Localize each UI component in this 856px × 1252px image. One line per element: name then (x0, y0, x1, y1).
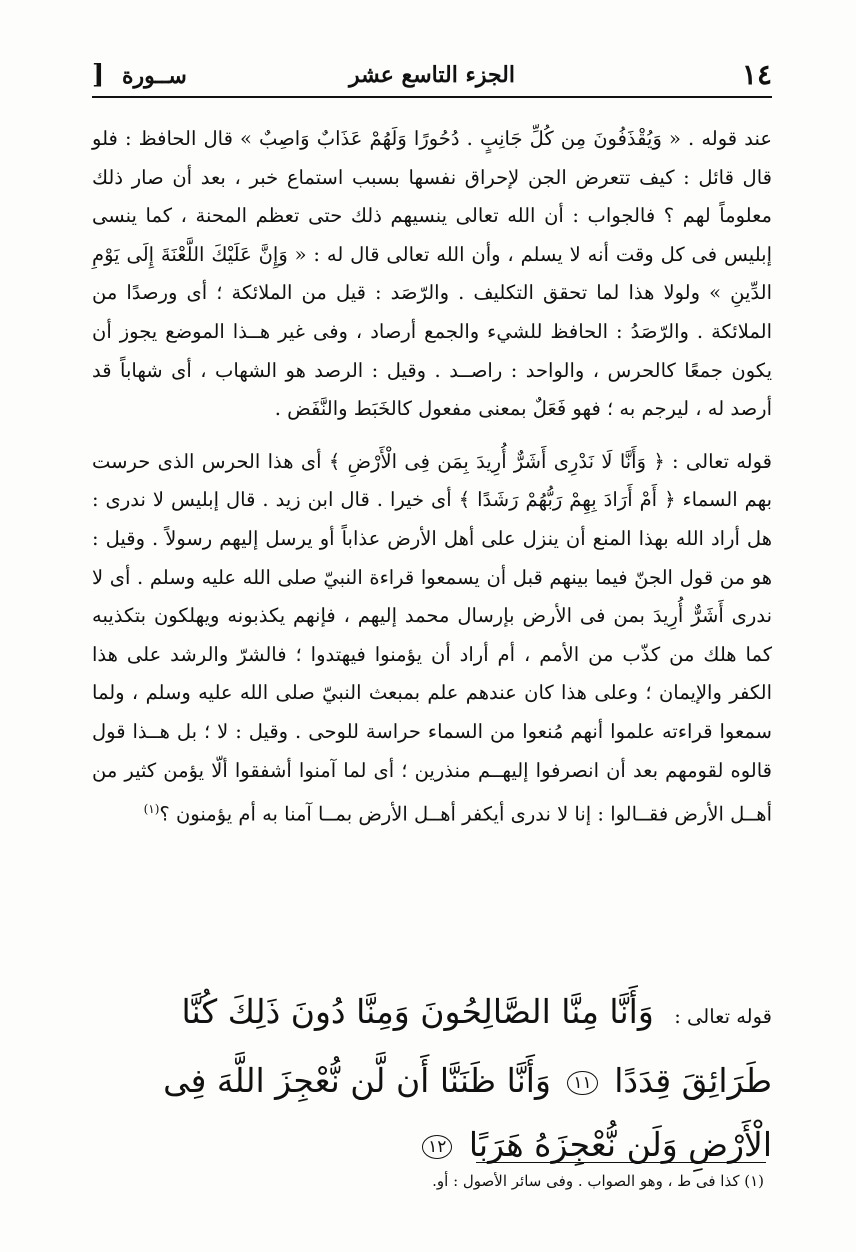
paragraph-2 (92, 443, 772, 834)
verse-text-2: وَأَنَّا ظَنَنَّا أَن لَّن نُّعْجِزَ اللَّهَ فِى الْأَرْضِ وَلَن نُّعْجِزَهُ هَرَبًا (163, 1061, 772, 1164)
footnote: (١) كذا فى ط ، وهو الصواب . وفى سائر الأصول : أو. (432, 1172, 764, 1190)
page-number: ١٤ (741, 58, 772, 91)
footnote-marker: (١) (143, 802, 160, 817)
running-title: الجزء التاسع عشر (348, 62, 515, 88)
surah-bracket: [ (92, 60, 105, 90)
paragraph-1: عند قوله . « وَيُقْذَفُونَ مِن كُلِّ جَانِبٍ . دُحُورًا وَلَهُمْ عَذَابٌ وَاصِبٌ » قال الحافظ : فلو قال قائل : كيف تتعرض الجن لإحراق نفسها بسبب استماع خبر ، بعد أن صار ذلك معلوماً لهم ؟ فالجواب : أن الله تعالى ينسيهم ذلك حتى تعظم المحنة ، كما ينسى إبليس فى كل وقت أنه لا يسلم ، وأن الله تعالى قال له : « وَإِنَّ عَلَيْكَ اللَّعْنَةَ إِلَى يَوْمِ الدِّينِ » ولولا هذا لما تحقق التكليف . والرّصَد : قيل من الملائكة ؛ أى ورصدًا من الملائكة . والرّصَدُ : الحافظ للشيء والجمع أرصاد ، وفى غير هــذا الموضع يجوز أن يكون جمعًا كالحرس ، والواحد : راصــد . وقيل : الرصد هو الشهاب ، أى شهاباً قد أرصد له ، ليرجم به ؛ فهو فَعَلٌ بمعنى مفعول كالخَبَط والنَّفَض . (92, 127, 772, 421)
verse-block (92, 980, 772, 1177)
surah-label (92, 60, 187, 90)
ayah-number-1: ١١ (567, 1071, 597, 1095)
ayah-number-2: ١٢ (422, 1135, 452, 1159)
header-rule (92, 96, 772, 98)
commentary-text (92, 120, 772, 834)
footnote-rule (476, 1162, 766, 1163)
surah-label-text: ســورة (121, 63, 187, 89)
paragraph-2-text: قوله تعالى : ﴿ وَأَنَّا لَا نَدْرِى أَشَرٌّ أُرِيدَ بِمَن فِى الْأَرْضِ ﴾ أى هذا الحرس الذى حرست بهم السماء ﴿ أَمْ أَرَادَ بِهِمْ رَبُّهُمْ رَشَدًا ﴾ أى خيرا . قال ابن زيد . قال إبليس لا ندرى : هل أراد الله بهذا المنع أن ينزل على أهل الأرض عذاباً أو يرسل إليهم رسولاً . وقيل : هو من قول الجنّ فيما بينهم قبل أن يسمعوا قراءة النبيّ صلى الله عليه وسلم . أى لا ندرى أَشَرٌّ أُرِيدَ بمن فى الأرض بإرسال محمد إليهم ، فإنهم يكذبونه ويهلكون بتكذيبه كما هلك من كذّب من الأمم ، أم أراد أن يؤمنوا فيهتدوا ؛ فالشرّ والرشد على هذا الكفر والإيمان ؛ وعلى هذا كان عندهم علم بمبعث النبيّ صلى الله عليه وسلم ، ولما سمعوا قراءته علموا أنهم مُنعوا من السماء حراسة للوحى . وقيل : لا ؛ بل هــذا قول قالوه لقومهم بعد أن انصرفوا إليهــم منذرين ؛ أى لما آمنوا أشفقوا ألّا يؤمن كثير من أهــل الأرض فقــالوا : إنا لا ندرى أيكفر أهــل الأرض بمــا آمنا به أم يؤمنون ؟ (92, 449, 773, 826)
page-header (92, 52, 772, 100)
verse-text-1: وَأَنَّا مِنَّا الصَّالِحُونَ وَمِنَّا دُونَ ذَلِكَ كُنَّا طَرَائِقَ قِدَدًا (181, 992, 772, 1100)
verse-intro: قوله تعالى : (674, 1005, 772, 1028)
